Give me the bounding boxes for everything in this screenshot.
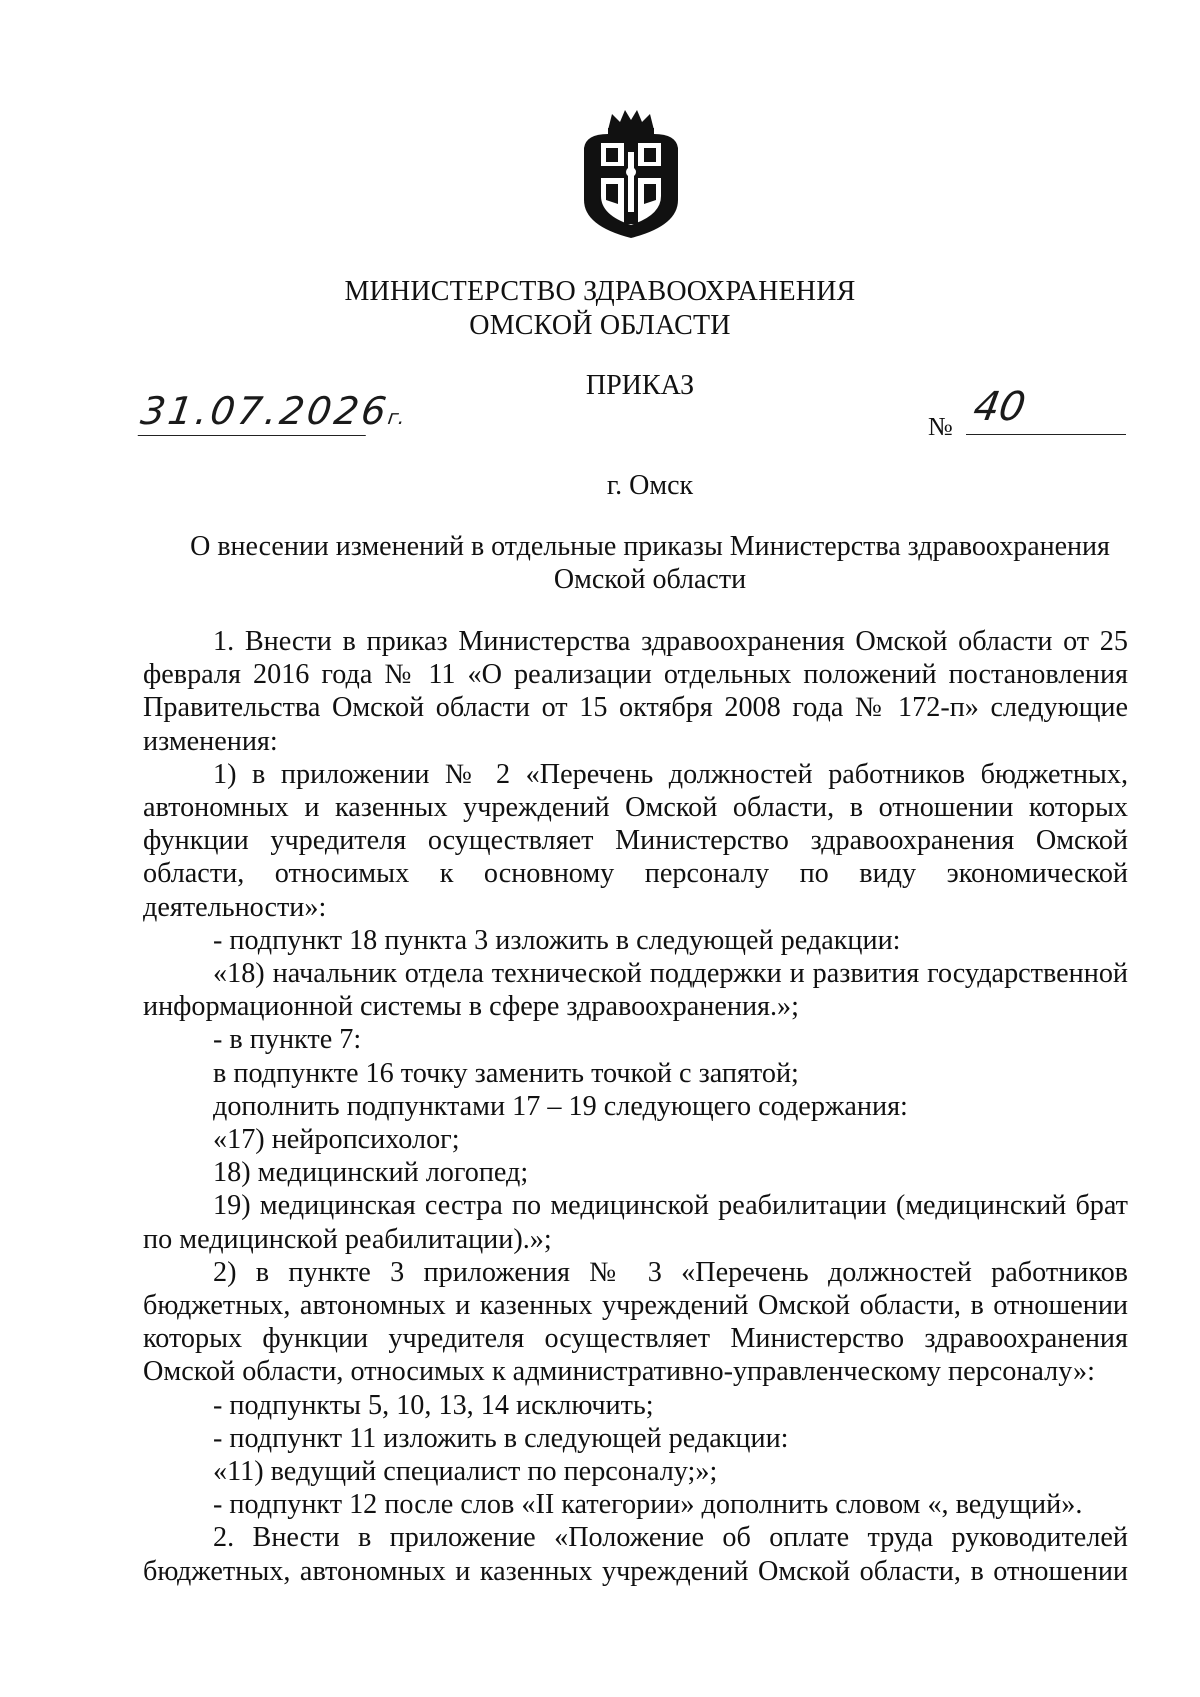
order-date-suffix: г. (386, 405, 407, 429)
omsk-coat-of-arms-icon (578, 108, 684, 240)
paragraph: 19) медицинская сестра по медицинской реабилитации (медицинский брат по медицинской реабилитации).»; (143, 1190, 1128, 1255)
order-subject (150, 530, 1150, 596)
paragraph: «11) ведущий специалист по персоналу;»; (213, 1456, 718, 1488)
paragraph: 2. Внести в приложение «Положение об оплате труда руководителей бюджетных, автономных и казенных учреждений Омской области, в отношении (143, 1522, 1128, 1587)
paragraph: 1. Внести в приказ Министерства здравоохранения Омской области от 25 февраля 2016 года № 11 «О реализации отдельных положений постановления Правительства Омской области от 15 октября 2008 года № 172-п» следующие изменения: (143, 626, 1128, 757)
order-title: ПРИКАЗ (585, 370, 695, 401)
paragraph: 18) медицинский логопед; (213, 1157, 529, 1189)
paragraph: «18) начальник отдела технической поддержки и развития государственной информационной системы в сфере здравоохранения.»; (143, 958, 1128, 1023)
paragraph: дополнить подпунктами 17 – 19 следующего содержания: (213, 1090, 908, 1122)
order-number-line (966, 434, 1126, 435)
paragraph: «17) нейропсихолог; (213, 1124, 460, 1156)
paragraph: 2) в пункте 3 приложения № 3 «Перечень должностей работников бюджетных, автономных и казенных учреждений Омской области, в отношении которых функции учредителя осуществляет Министерство здравоохранения Омской области, относимых к административно-управленческому персоналу»: (143, 1256, 1128, 1388)
paragraph: - подпункт 12 после слов «II категории» дополнить словом «, ведущий». (213, 1489, 1083, 1521)
city: г. Омск (606, 470, 694, 501)
order-date (138, 389, 407, 436)
order-subject-line1: О внесении изменений в отдельные приказы Министерства здравоохранения (190, 531, 1110, 562)
paragraph: в подпункте 16 точку заменить точкой с запятой; (213, 1057, 799, 1089)
order-body (143, 625, 1128, 1588)
order-date-value: 31.07.2026 (138, 389, 392, 433)
paragraph: - в пункте 7: (213, 1024, 362, 1056)
order-subject-line2: Омской области (553, 564, 747, 595)
paragraph: - подпункт 18 пункта 3 изложить в следующей редакции: (213, 924, 901, 956)
paragraph: - подпункт 11 изложить в следующей редакции: (213, 1422, 789, 1454)
paragraph: 1) в приложении № 2 «Перечень должностей работников бюджетных, автономных и казенных учреждений Омской области, в отношении которых функции учредителя осуществляет Министерство здравоохранения Омской области, относимых к основному персоналу по виду экономической деятельности»: (143, 758, 1128, 923)
ministry-name-line1: МИНИСТЕРСТВО ЗДРАВООХРАНЕНИЯ (344, 276, 856, 307)
ministry-name-line2: ОМСКОЙ ОБЛАСТИ (469, 310, 731, 341)
order-number-sign: № (928, 412, 953, 441)
order-number: 40 (969, 384, 1029, 430)
paragraph: - подпункты 5, 10, 13, 14 исключить; (213, 1389, 654, 1421)
